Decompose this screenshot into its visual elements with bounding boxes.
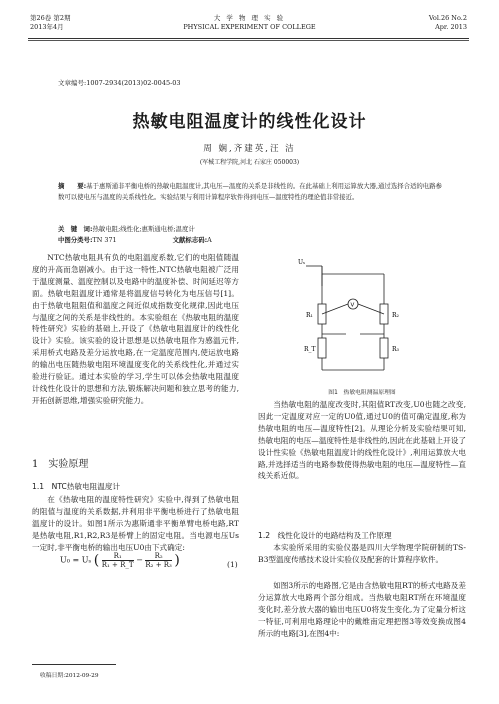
header-date-en: Apr. 2013 <box>435 23 467 31</box>
header-volume: 第26卷 第2期 <box>30 14 71 22</box>
label-r3: R₃ <box>392 346 399 353</box>
footnote-received-date: 收稿日期:2012-09-29 <box>40 673 99 679</box>
label-us: Uₛ <box>298 259 306 266</box>
classification-line <box>58 235 212 244</box>
clc-value: TN 371 <box>92 236 117 244</box>
journal-name-en: PHYSICAL EXPERIMENT OF COLLEGE <box>183 23 316 31</box>
label-rt: R_T <box>304 346 316 353</box>
paper-affiliation: (军械工程学院,河北 石家庄 050003) <box>199 159 300 166</box>
fraction-2-denominator: R₂ + R₃ <box>145 561 172 569</box>
header-date: 2013年4月 <box>30 23 64 31</box>
header-right <box>429 14 467 32</box>
fraction-1-denominator: R₁ + R_T <box>101 561 134 569</box>
header-center <box>0 14 499 32</box>
doc-code-label: 文献标志码: <box>172 236 208 244</box>
equation-fraction-2 <box>145 552 171 569</box>
doc-code-value: A <box>207 236 212 244</box>
fraction-2-numerator: R₂ <box>145 552 171 561</box>
article-number: 文章编号:1007-2934(2013)02-0045-03 <box>58 79 181 87</box>
voltmeter-symbol: V <box>350 302 355 309</box>
paper-authors: 周 娴,齐建英,汪 洁 <box>203 144 296 154</box>
section-1-2-heading: 1.2 线性化设计的电路结构及工作原理 <box>258 531 392 540</box>
abstract-text: 基于惠斯通非平衡电桥的热敏电阻温度计,其电压—温度的关系是非线性的。在此基础上利用运算放大器,通过选择合适的电路参数可以使电压与温度的关系线性化。实验结果与利用计算程序软件得到电压—温度特性的理论值非常接近。 <box>58 182 442 201</box>
equation-lhs: U₀ = Uₛ <box>60 555 92 565</box>
footnote-rule <box>32 664 116 665</box>
clc-label: 中图分类号: <box>58 236 93 244</box>
keywords-text: 热敏电阻;线性化;惠斯通电桥;温度计 <box>92 225 195 233</box>
equation-fraction-1 <box>102 552 134 569</box>
right-paragraph-3: 如图3所示的电路图,它是由含热敏电阻RT的桥式电路及差分运算放大电路两个部分组成。当热敏电阻RT所在环境温度变化时,差分放大器的输出电压U0将发生变化,为了定量分析这一特征,可利用电路理论中的戴维南定理把图3等效变换成图4所示的电路[3],在图4中: <box>258 581 466 638</box>
fraction-1-numerator: R₁ <box>102 552 134 561</box>
section-1-1-paragraph: 在《热敏电阻的温度特性研究》实验中,得到了热敏电阻的阻值与温度的关系数据,并利用非平衡电桥进行了热敏电阻温度计的设计。如图1所示为惠斯通非平衡单臂电桥电路,RT是热敏电阻,R1,R2,R3是桥臂上的固定电阻。当电源电压Us一定时,非平衡电桥的输出电压U0由下式确定: <box>32 495 239 552</box>
keywords-label: 关 键 词: <box>58 225 93 233</box>
equation-minus: − <box>136 555 143 565</box>
abstract-label: 摘 要: <box>58 182 87 190</box>
label-r2: R₂ <box>392 312 399 319</box>
label-r1: R₁ <box>306 312 313 319</box>
right-paragraph-1: 当热敏电阻的温度改变时,其阻值RT改变,U0也随之改变,因此一定温度对应一定的U0值,通过U0的值可确定温度,称为热敏电阻的电压—温度特性[2]。从理论分析及实验结果可知,热敏电阻的电压—温度特性是非线性的,因此在此基础上开设了设计性实验《热敏电阻温度计的线性化设计》,利用运算放大电路,并选择适当的电路参数使得热敏电阻的电压—温度特性—直线关系近似。 <box>258 400 466 481</box>
header-vol-en: Vol.26 No.2 <box>428 14 467 22</box>
equation-1: U₀ = Uₛ ( $\frac{\text{R₁}}{\text{R₁ + R\_T}}$ − $\frac{\text{R₂}}{\text{R₂ + R₃}}$ ) <box>60 552 180 569</box>
section-1-1-heading: 1.1 NTC热敏电阻温度计 <box>32 482 121 491</box>
right-paragraph-2: 本实验所采用的实验仪器是四川大学物理学院研制的TS-B3型温度传感技术设计实验仪及配套的计算程序软件。 <box>258 543 466 564</box>
equation-number: (1) <box>227 560 238 569</box>
abstract <box>58 181 442 202</box>
section-1-heading: 1 实验原理 <box>32 459 89 470</box>
journal-name-cn: 大 学 物 理 实 验 <box>213 14 286 22</box>
header-rule-thin <box>28 40 469 41</box>
figure-1-circuit-diagram <box>298 256 428 381</box>
intro-paragraph: NTC热敏电阻具有负的电阻温度系数,它们的电阻值随温度的升高而急剧减小。由于这一特性,NTC热敏电阻被广泛用于温度测量、温度控制以及电路中的温度补偿、时间延迟等方面。热敏电阻温度计通常是将温度信号转化为电压信号[1]。由于热敏电阻阻值和温度之间近似成指数变化规律,因此电压与温度之间的关系是非线性的。本实验组在《热敏电阻的温度特性研究》实验的基础上,开设了《热敏电阻温度计的线性化设计》实验。该实验的设计思想是以热敏电阻作为感温元件,采用桥式电路及差分运放电路,在一定温度范围内,使运放电路的输出电压随热敏电阻环境温度变化的关系线性化,并通过实验进行验证。通过本实验的学习,学生可以体会热敏电阻温度计线性化设计的思想和方法,锻炼解决问题和独立思考的能力,开拓创新思维,增强实验研究能力。 <box>32 253 239 405</box>
header-rule <box>28 38 469 39</box>
figure-1-caption: 图1 热敏电阻测温原理图 <box>328 390 396 396</box>
paper-title: 热敏电阻温度计的线性化设计 <box>132 112 367 132</box>
keywords <box>58 224 442 234</box>
